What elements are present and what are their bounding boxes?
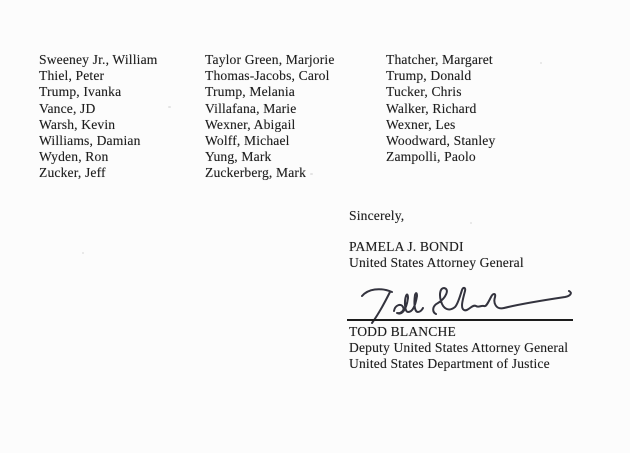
name-list-item: Trump, Melania bbox=[205, 84, 295, 100]
name-list-item: Wyden, Ron bbox=[39, 149, 109, 165]
name-list-item: Wolff, Michael bbox=[205, 133, 290, 149]
name-column-3 bbox=[386, 52, 495, 165]
signer-name-bondi: PAMELA J. BONDI bbox=[349, 239, 464, 254]
signer-name-blanche: TODD BLANCHE bbox=[349, 324, 456, 339]
signer-org-doj: United States Department of Justice bbox=[349, 356, 550, 371]
name-list-item: Thomas-Jacobs, Carol bbox=[205, 68, 330, 84]
name-list-item: Vance, JD bbox=[39, 100, 96, 116]
signature-line bbox=[347, 319, 573, 321]
name-list-item: Warsh, Kevin bbox=[39, 116, 116, 132]
name-list-item: Zucker, Jeff bbox=[39, 165, 106, 181]
name-column-2 bbox=[205, 52, 386, 182]
name-list-item: Williams, Damian bbox=[39, 133, 141, 149]
signer-title-deputy-attorney-general: Deputy United States Attorney General bbox=[349, 340, 569, 355]
name-list-item: Taylor Green, Marjorie bbox=[205, 52, 335, 67]
name-list-item: Villafana, Marie bbox=[205, 100, 297, 116]
scan-speck bbox=[540, 62, 542, 64]
name-list-item: Yung, Mark bbox=[205, 149, 272, 165]
name-list-item: Wexner, Les bbox=[386, 116, 456, 132]
name-list-item: Zuckerberg, Mark bbox=[205, 165, 307, 181]
name-list-item: Wexner, Abigail bbox=[205, 116, 296, 132]
name-list-item: Sweeney Jr., William bbox=[39, 52, 158, 67]
name-list-item: Walker, Richard bbox=[386, 100, 477, 116]
scan-speck bbox=[82, 252, 84, 254]
name-list-item: Thatcher, Margaret bbox=[386, 52, 493, 67]
name-list-item: Tucker, Chris bbox=[386, 84, 462, 100]
closing-salutation: Sincerely, bbox=[349, 208, 405, 223]
scan-speck bbox=[470, 222, 472, 224]
name-list-columns bbox=[39, 52, 495, 182]
name-list-item: Thiel, Peter bbox=[39, 68, 105, 84]
name-list-item: Trump, Donald bbox=[386, 68, 472, 84]
name-column-1 bbox=[39, 52, 205, 182]
name-list-item: Zampolli, Paolo bbox=[386, 149, 476, 165]
signer-title-attorney-general: United States Attorney General bbox=[349, 255, 524, 270]
name-list-item: Trump, Ivanka bbox=[39, 84, 122, 100]
name-list-item: Woodward, Stanley bbox=[386, 133, 496, 149]
